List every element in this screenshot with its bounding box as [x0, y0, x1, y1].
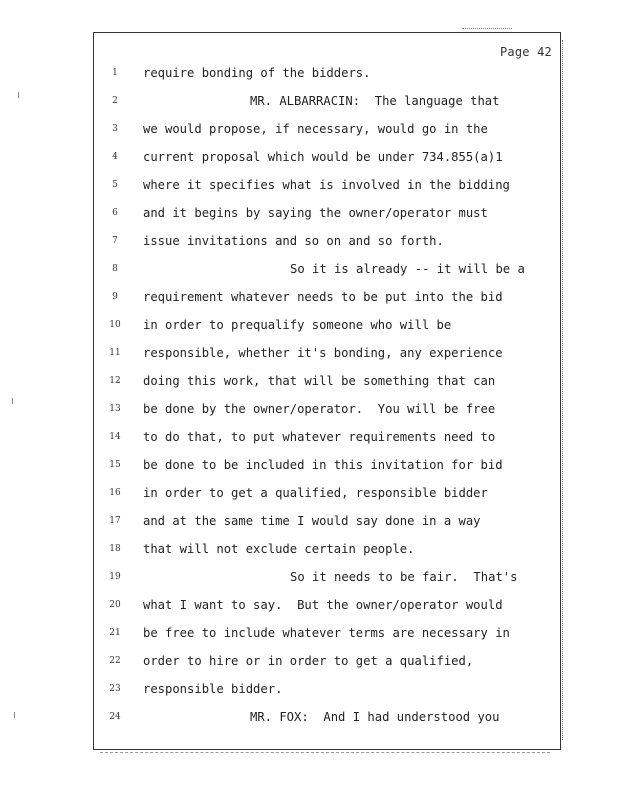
page-number: Page 42 [500, 45, 552, 59]
line-text: and at the same time I would say done in a way [143, 514, 481, 528]
bottom-edge-scan-marks [100, 752, 550, 755]
transcript-page-frame [93, 32, 561, 750]
line-number: 16 [109, 488, 121, 498]
line-number: 15 [109, 460, 121, 470]
line-text: MR. ALBARRACIN: The language that [250, 94, 500, 108]
line-text: responsible bidder. [143, 682, 283, 696]
line-text: that will not exclude certain people. [143, 542, 415, 556]
left-margin-mark [18, 92, 19, 98]
line-number: 3 [112, 124, 118, 134]
line-text: be free to include whatever terms are necessary in [143, 626, 510, 640]
line-number: 11 [109, 348, 121, 358]
line-text: to do that, to put whatever requirements need to [143, 430, 496, 444]
line-number: 19 [109, 572, 121, 582]
line-number: 1 [112, 68, 118, 78]
line-text: require bonding of the bidders. [143, 66, 371, 80]
line-number: 14 [109, 432, 121, 442]
line-text: current proposal which would be under 734.855(a)1 [143, 150, 503, 164]
line-text: what I want to say. But the owner/operator would [143, 598, 503, 612]
line-number: 24 [109, 712, 121, 722]
line-text: in order to get a qualified, responsible bidder [143, 486, 488, 500]
right-edge-scan-marks [562, 40, 569, 740]
line-text: requirement whatever needs to be put into the bid [143, 290, 503, 304]
line-text: MR. FOX: And I had understood you [250, 710, 500, 724]
line-text: responsible, whether it's bonding, any experience [143, 346, 503, 360]
line-number: 6 [112, 208, 118, 218]
line-text: order to hire or in order to get a qualified, [143, 654, 474, 668]
line-text: in order to prequalify someone who will be [143, 318, 452, 332]
line-number: 13 [109, 404, 121, 414]
line-text: doing this work, that will be something that can [143, 374, 496, 388]
line-text: be done by the owner/operator. You will be free [143, 402, 496, 416]
line-number: 9 [112, 292, 118, 302]
line-number: 7 [112, 236, 118, 246]
line-number: 4 [112, 152, 118, 162]
line-number: 23 [109, 684, 121, 694]
line-text: So it needs to be fair. That's [290, 570, 518, 584]
line-text: be done to be included in this invitation for bid [143, 458, 503, 472]
left-margin-mark [14, 712, 15, 718]
line-number: 20 [109, 600, 121, 610]
line-number: 12 [109, 376, 121, 386]
line-number: 17 [109, 516, 121, 526]
line-number: 21 [109, 628, 121, 638]
line-text: we would propose, if necessary, would go in the [143, 122, 488, 136]
line-text: issue invitations and so on and so forth. [143, 234, 444, 248]
line-number: 10 [109, 320, 121, 330]
left-margin-mark [12, 398, 13, 404]
top-edge-scan-mark [462, 28, 512, 31]
line-number: 2 [112, 96, 118, 106]
line-number: 8 [112, 264, 118, 274]
line-text: where it specifies what is involved in the bidding [143, 178, 510, 192]
line-number: 18 [109, 544, 121, 554]
line-number: 5 [112, 180, 118, 190]
line-text: and it begins by saying the owner/operator must [143, 206, 488, 220]
line-text: So it is already -- it will be a [290, 262, 525, 276]
line-number: 22 [109, 656, 121, 666]
